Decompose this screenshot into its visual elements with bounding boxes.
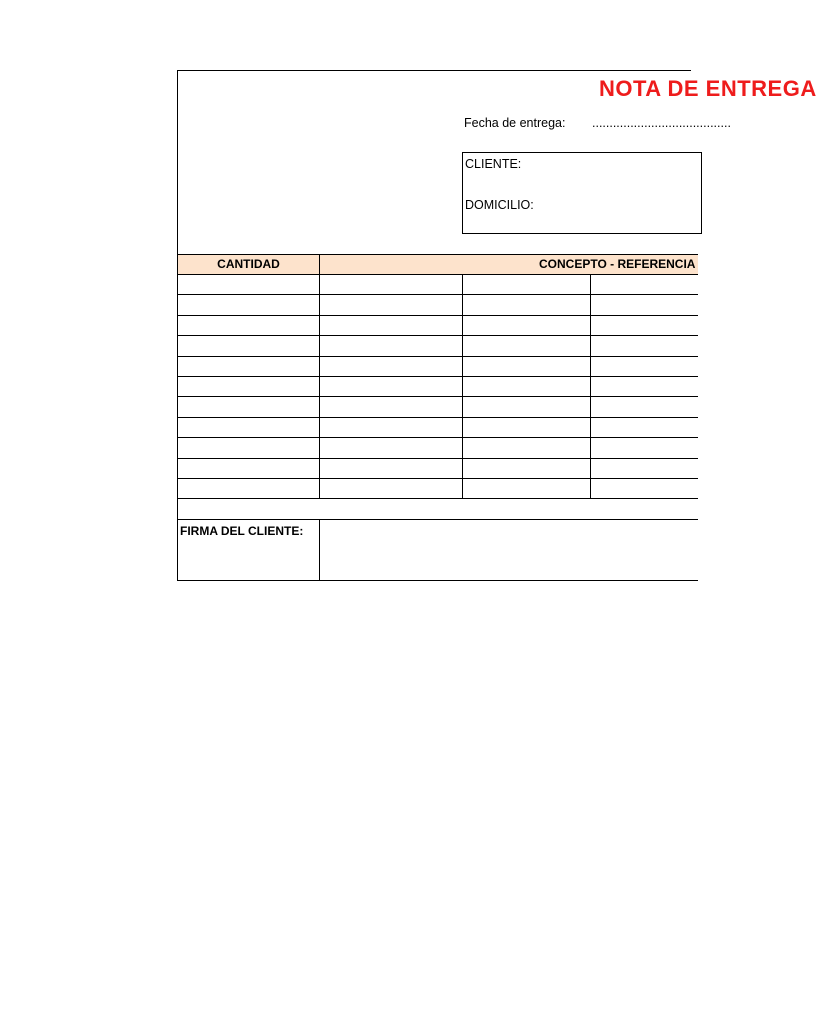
header-cantidad: CANTIDAD — [178, 255, 320, 274]
concepto-cell[interactable] — [320, 438, 463, 457]
cantidad-cell[interactable] — [178, 316, 320, 335]
table-row — [178, 377, 698, 397]
concepto-cell[interactable] — [320, 316, 463, 335]
cantidad-cell[interactable] — [178, 275, 320, 294]
table-row — [178, 479, 698, 499]
fecha-entrega-field[interactable]: ........................................ — [592, 116, 731, 130]
referencia-cell[interactable] — [463, 377, 591, 396]
firma-row — [178, 520, 698, 581]
delivery-note-sheet — [177, 70, 817, 581]
cantidad-cell[interactable] — [178, 357, 320, 376]
referencia-cell[interactable] — [463, 295, 591, 314]
concepto-cell[interactable] — [320, 336, 463, 355]
header-concepto: CONCEPTO - REFERENCIA — [539, 257, 696, 271]
referencia-cell[interactable] — [463, 418, 591, 437]
cantidad-cell[interactable] — [178, 479, 320, 498]
cantidad-cell[interactable] — [178, 438, 320, 457]
table-row — [178, 275, 698, 295]
table-row — [178, 357, 698, 377]
referencia-cell[interactable] — [463, 275, 591, 294]
firma-cliente-label: FIRMA DEL CLIENTE: — [178, 520, 320, 580]
firma-cliente-field[interactable] — [320, 520, 698, 580]
cliente-field[interactable]: CLIENTE: — [465, 157, 522, 171]
concepto-cell[interactable] — [320, 459, 463, 478]
table-footer-spacer — [178, 500, 698, 520]
concepto-cell[interactable] — [320, 377, 463, 396]
fecha-entrega-label: Fecha de entrega: — [464, 116, 566, 130]
referencia-cell[interactable] — [463, 479, 591, 498]
table-row — [178, 438, 698, 458]
cantidad-cell[interactable] — [178, 336, 320, 355]
concepto-cell[interactable] — [320, 418, 463, 437]
table-row — [178, 316, 698, 336]
referencia-cell[interactable] — [463, 336, 591, 355]
referencia-cell[interactable] — [463, 438, 591, 457]
concepto-cell[interactable] — [320, 357, 463, 376]
items-table — [178, 275, 698, 499]
concepto-cell[interactable] — [320, 295, 463, 314]
table-row — [178, 336, 698, 356]
table-row — [178, 397, 698, 417]
domicilio-field[interactable]: DOMICILIO: — [465, 198, 534, 212]
table-header — [178, 254, 698, 275]
cantidad-cell[interactable] — [178, 397, 320, 416]
concepto-cell[interactable] — [320, 479, 463, 498]
document-title: NOTA DE ENTREGA — [599, 76, 817, 101]
referencia-cell[interactable] — [463, 316, 591, 335]
cantidad-cell[interactable] — [178, 418, 320, 437]
cantidad-cell[interactable] — [178, 377, 320, 396]
cantidad-cell[interactable] — [178, 295, 320, 314]
referencia-cell[interactable] — [463, 459, 591, 478]
referencia-cell[interactable] — [463, 397, 591, 416]
concepto-cell[interactable] — [320, 397, 463, 416]
table-row — [178, 418, 698, 438]
table-row — [178, 459, 698, 479]
concepto-cell[interactable] — [320, 275, 463, 294]
cantidad-cell[interactable] — [178, 459, 320, 478]
table-row — [178, 295, 698, 315]
client-info-box — [462, 152, 702, 234]
referencia-cell[interactable] — [463, 357, 591, 376]
